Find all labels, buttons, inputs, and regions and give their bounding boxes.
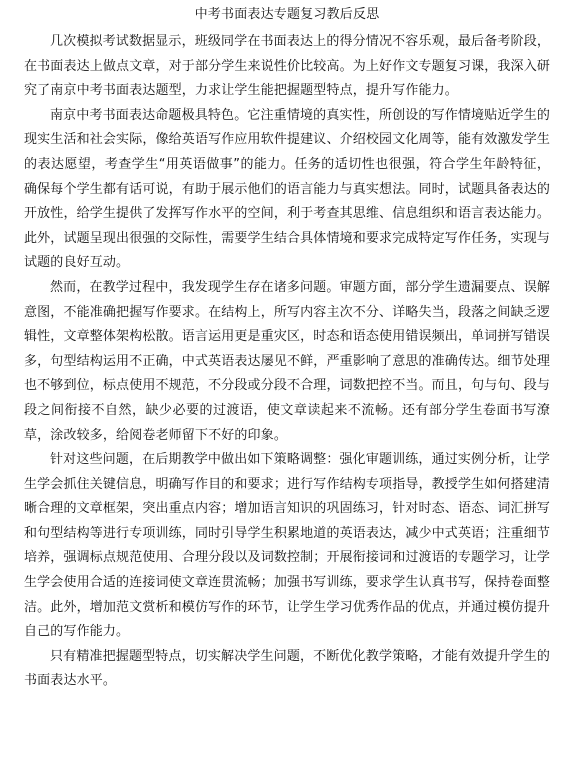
paragraph-conclusion: 只有精准把握题型特点，切实解决学生问题，不断优化教学策略，才能有效提升学生的书面表达水平。 — [24, 648, 550, 689]
paragraph-exam-features: 南京中考书面表达命题极具特色。它注重情境的真实性，所创设的写作情境贴近学生的现实生活和社会实际，像给英语写作应用软件提建议、介绍校园文化周等，能有效激发学生的表达愿望，考查学生“用英语做事”的能力。任务的适切性也很强，符合学生年龄特征，确保每个学生都有话可说，有助于展示他们的语言能力与真实想法。同时，试题具备表达的开放性，给学生提供了发挥写作水平的空间，利于考查其思维、信息组织和语言表达能力。此外，试题呈现出很强的交际性，需要学生结合具体情境和要求完成特定写作任务，实现与试题的良好互动。 — [24, 107, 551, 271]
paragraph-data-observation: 几次模拟考试数据显示，班级同学在书面表达上的得分情况不容乐观，最后备考阶段，在书面表达上做点文章，对于部分学生来说性价比较高。为上好作文专题复习课，我深入研究了南京中考书面表达题型，力求让学生能把握题型特点，提升写作能力。 — [24, 34, 551, 99]
paragraph-strategy-adjustments: 针对这些问题，在后期教学中做出如下策略调整：强化审题训练，通过实例分析，让学生学会抓住关键信息，明确写作目的和要求；进行写作结构专项指导，教授学生如何搭建清晰合理的文章框架，突出重点内容；增加语言知识的巩固练习，针对时态、语态、词汇拼写和句型结构等进行专项训练，同时引导学生积累地道的英语表达，减少中式英语；注重细节培养，强调标点规范使用、合理分段以及词数控制；开展衔接词和过渡语的专题学习，让学生学会使用合适的连接词使文章连贯流畅；加强书写训练，要求学生认真书写，保持卷面整洁。此外，增加范文赏析和模仿写作的环节，让学生学习优秀作品的优点，并通过模仿提升自己的写作能力。 — [24, 452, 551, 640]
paragraph-student-problems: 然而，在教学过程中，我发现学生存在诸多问题。审题方面，部分学生遗漏要点、误解意图，不能准确把握写作要求。在结构上，所写内容主次不分、详略失当，段落之间缺乏逻辑性，文章整体架构松散。语言运用更是重灾区，时态和语态使用错误频出，单词拼写错误多，句型结构运用不正确，中式英语表达屡见不鲜，严重影响了意思的准确传达。细节处理也不够到位，标点使用不规范，不分段或分段不合理，词数把控不当。而且，句与句、段与段之间衔接不自然，缺少必要的过渡语，使文章读起来不流畅。还有部分学生卷面书写潦草，涂改较多，给阅卷老师留下不好的印象。 — [24, 279, 551, 443]
document-title: 中考书面表达专题复习教后反思 — [194, 7, 380, 22]
